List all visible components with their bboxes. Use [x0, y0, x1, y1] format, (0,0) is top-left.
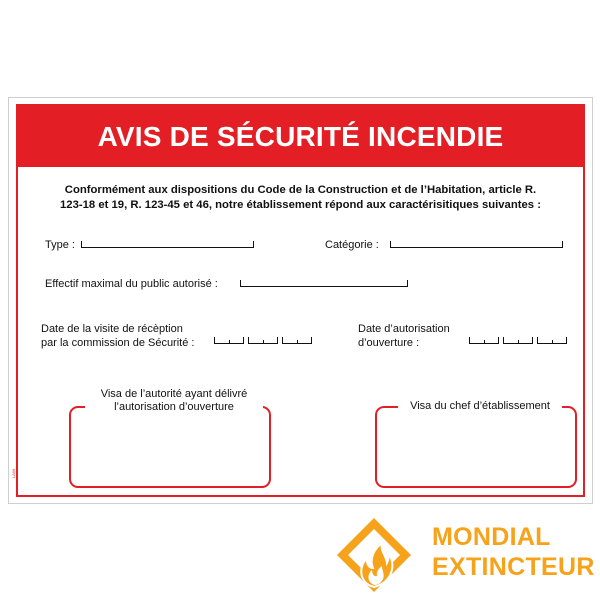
capacity-field: [240, 280, 408, 287]
authority-visa-label: [85, 388, 263, 414]
authority-visa-box: [69, 406, 271, 488]
manager-visa-label: Visa du chef d’établissement: [398, 400, 562, 413]
manager-visa-box: [375, 406, 577, 488]
intro-line-2: 123-18 et 19, R. 123-45 et 46, notre établissement répond aux caractérisitiques suivantes :: [60, 199, 541, 211]
capacity-label: Effectif maximal du public autorisé :: [45, 278, 218, 290]
visit-day-box: [214, 335, 244, 344]
opening-date-label: [358, 322, 450, 350]
opening-month-box: [503, 335, 533, 344]
safety-sign: [8, 97, 593, 504]
sign-reference: LA56: [11, 468, 16, 478]
opening-date-label-line-2: d’ouverture :: [358, 337, 420, 349]
title-banner: [18, 106, 583, 167]
visit-year-box: [282, 335, 312, 344]
visit-date-field: [214, 335, 312, 344]
category-field: [390, 241, 563, 248]
visit-date-label: [41, 322, 194, 350]
visit-date-label-line-2: par la commission de Sécurité :: [41, 337, 195, 349]
flame-diamond-logo-icon: [334, 515, 414, 595]
sign-frame: [16, 104, 585, 497]
opening-date-field: [469, 335, 567, 344]
visit-month-box: [248, 335, 278, 344]
opening-year-box: [537, 335, 567, 344]
type-field: [81, 241, 254, 248]
sign-title: AVIS DE SÉCURITÉ INCENDIE: [97, 120, 504, 152]
opening-date-label-line-1: Date d’autorisation: [358, 323, 450, 335]
brand-name-line-2: EXTINCTEUR: [432, 553, 595, 581]
category-label: Catégorie :: [325, 239, 379, 251]
visit-date-label-line-1: Date de la visite de récèption: [41, 323, 183, 335]
brand-name: [432, 522, 595, 582]
authority-visa-label-line-2: l’autorisation d’ouverture: [114, 401, 234, 413]
intro-text: [28, 183, 573, 213]
authority-visa-label-line-1: Visa de l’autorité ayant délivré: [100, 388, 248, 400]
intro-line-1: Conformément aux dispositions du Code de la Construction et de l’Habitation, article R.: [64, 184, 537, 196]
type-label: Type :: [45, 239, 75, 251]
brand-name-line-1: MONDIAL: [432, 523, 551, 551]
opening-day-box: [469, 335, 499, 344]
